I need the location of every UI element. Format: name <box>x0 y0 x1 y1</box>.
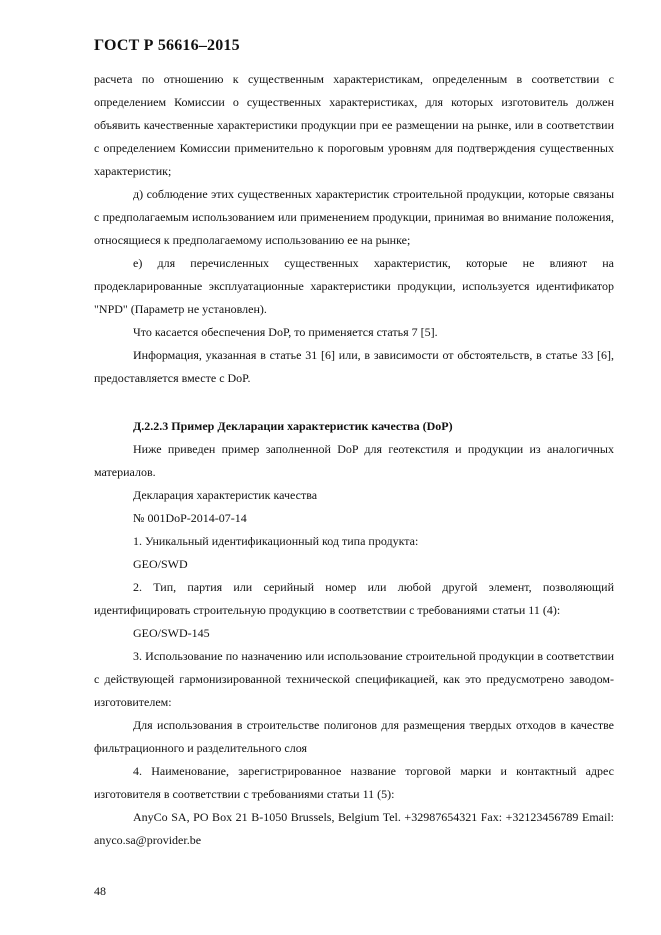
page-number: 48 <box>94 884 106 898</box>
paragraph-information: Информация, указанная в статье 31 [6] или, в зависимости от обстоятельств, в статье 33 [6], предоставляется вместе с DoP. <box>94 348 614 385</box>
list-item-d: д) соблюдение этих существенных характеристик строительной продукции, которые связаны с предполагаемым использованием или применением продукции, принимая во внимание положения, относящиеся к предполагаемому использованию ее на рынке; <box>94 187 614 247</box>
item-3-label: 3. Использование по назначению или использование строительной продукции в соответствии с действующей гармонизированной технической спецификацией, как это предусмотрено заводом-изготовителем: <box>94 649 614 709</box>
item-4-value: AnyCo SA, PO Box 21 B-1050 Brussels, Belgium Tel. +32987654321 Fax: +32123456789 Email: anyco.sa@provider.be <box>94 810 614 847</box>
document-body <box>94 68 614 852</box>
item-1-value: GEO/SWD <box>133 557 188 571</box>
section-spacer <box>94 390 614 415</box>
declaration-title: Декларация характеристик качества <box>133 488 318 502</box>
item-2-value: GEO/SWD-145 <box>133 626 210 640</box>
declaration-number: № 001DoP-2014-07-14 <box>133 511 247 525</box>
standard-header: ГОСТ Р 56616–2015 <box>94 37 240 54</box>
paragraph-example-intro: Ниже приведен пример заполненной DoP для геотекстиля и продукции из аналогичных материалов. <box>94 442 614 479</box>
paragraph-dop-provision: Что касается обеспечения DoP, то применяется статья 7 [5]. <box>133 325 438 339</box>
section-heading: Д.2.2.3 Пример Декларации характеристик качества (DoP) <box>133 419 453 433</box>
item-2-label: 2. Тип, партия или серийный номер или любой другой элемент, позволяющий идентифицировать строительную продукцию в соответствии с требованиями статьи 11 (4): <box>94 580 614 617</box>
item-3-value: Для использования в строительстве полигонов для размещения твердых отходов в качестве фильтрационного и разделительного слоя <box>94 718 614 755</box>
item-1-label: 1. Уникальный идентификационный код типа продукта: <box>133 534 419 548</box>
item-4-label: 4. Наименование, зарегистрированное название торговой марки и контактный адрес изготовителя в соответствии с требованиями статьи 11 (5): <box>94 764 614 801</box>
paragraph-continuation: расчета по отношению к существенным характеристикам, определенным в соответствии с определением Комиссии о существенных характеристиках, для которых изготовитель должен объявить качественные характеристики продукции при ее размещении на рынке, или в соответствии с определением Комиссии применительно к пороговым уровням для подтверждения существенных характеристик; <box>94 72 614 178</box>
list-item-e: е) для перечисленных существенных характеристик, которые не влияют на продекларированные эксплуатационные характеристики продукции, используется идентификатор "NPD" (Параметр не установлен). <box>94 256 614 316</box>
